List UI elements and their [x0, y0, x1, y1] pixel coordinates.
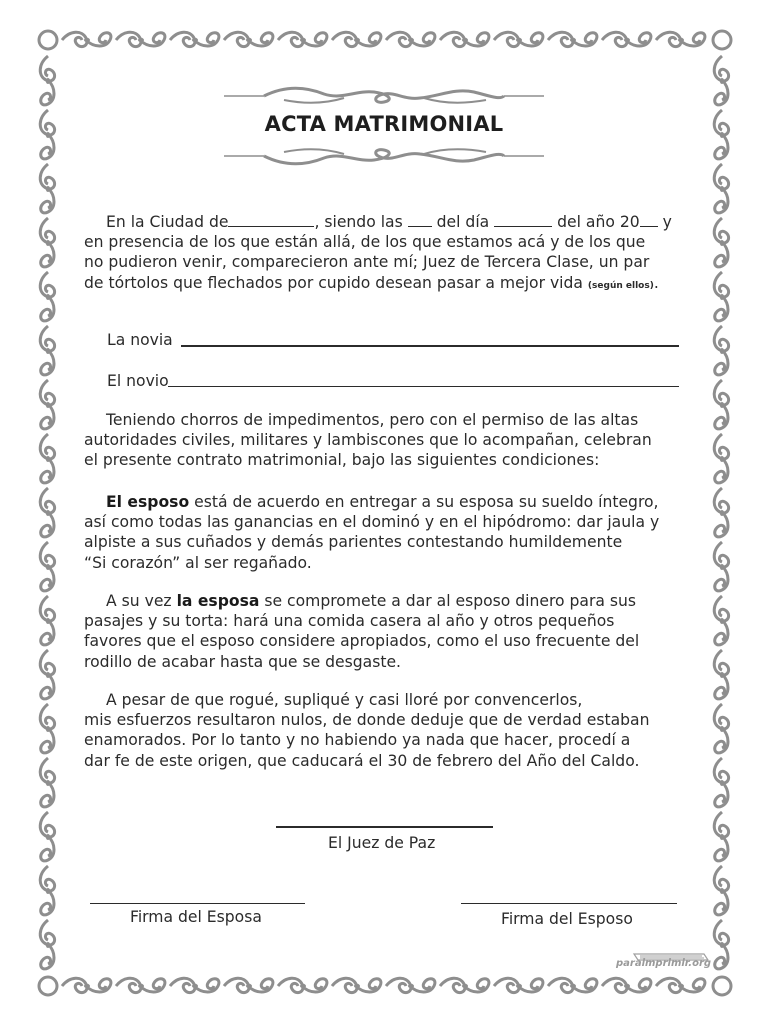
- border-scroll-top: [602, 32, 651, 46]
- border-scroll-left: [40, 920, 54, 969]
- final-line-3: enamorados. Por lo tanto y no habiendo ya nada que hacer, procedí a: [84, 731, 631, 750]
- novia-label: La novia: [107, 331, 173, 349]
- intro-line-2: en presencia de los que están allá, de los que estamos acá y de los que: [84, 233, 646, 252]
- esposo-line-3: alpiste a sus cuñados y demás parientes contestando humildemente: [84, 533, 623, 552]
- novio-label: El novio: [107, 372, 169, 390]
- border-scroll-right: [714, 164, 728, 213]
- border-scroll-top: [548, 32, 597, 46]
- right-signature-label: Firma del Esposo: [501, 910, 633, 928]
- border-scroll-right: [714, 218, 728, 267]
- border-scroll-left: [40, 434, 54, 483]
- border-scroll-left: [40, 272, 54, 321]
- day-blank: [494, 213, 552, 227]
- esposa-prefix: A su vez: [106, 592, 177, 610]
- right-signature-line: [461, 903, 677, 904]
- border-scroll-right: [714, 596, 728, 645]
- border-scroll-bottom: [170, 978, 219, 992]
- esposa-line-3: favores que el esposo considere apropiados, como el uso frecuente del: [84, 632, 640, 651]
- border-scroll-right: [714, 758, 728, 807]
- watermark-text: paraimprimir.org: [616, 958, 712, 969]
- esposa-bold: la esposa: [176, 592, 260, 610]
- intro-text-1: En la Ciudad de: [106, 213, 229, 231]
- esposo-line-2: así como todas las ganancias en el dominó y en el hipódromo: dar jaula y: [84, 513, 660, 532]
- border-scroll-right: [714, 434, 728, 483]
- border-scroll-top: [656, 32, 705, 46]
- left-signature-label: Firma del Esposa: [130, 908, 262, 926]
- border-scroll-left: [40, 866, 54, 915]
- border-scroll-right: [714, 542, 728, 591]
- border-scroll-left: [40, 704, 54, 753]
- border-scroll-left: [40, 650, 54, 699]
- esposa-paragraph: [84, 591, 684, 672]
- esposa-line-2: pasajes y su torta: hará una comida casera al año y otros pequeños: [84, 612, 615, 631]
- border-scroll-bottom: [224, 978, 273, 992]
- border-scroll-bottom: [494, 978, 543, 992]
- border-scroll-right: [714, 380, 728, 429]
- final-line-1: A pesar de que rogué, supliqué y casi lloré por convencerlos,: [106, 691, 583, 709]
- border-scroll-bottom: [332, 978, 381, 992]
- border-scroll-left: [40, 812, 54, 861]
- border-scroll-left: [40, 164, 54, 213]
- border-scroll-bottom: [440, 978, 489, 992]
- border-scroll-bottom: [116, 978, 165, 992]
- left-signature-line: [90, 903, 305, 904]
- border-scroll-right: [714, 326, 728, 375]
- border-scroll-bottom: [656, 978, 705, 992]
- intro-text-2: , siendo las: [314, 213, 403, 231]
- border-scroll-top: [332, 32, 381, 46]
- conditions-line-2: autoridades civiles, militares y lambiscones que lo acompañan, celebran: [84, 431, 652, 450]
- conditions-line-3: el presente contrato matrimonial, bajo las siguientes condiciones:: [84, 451, 600, 470]
- final-line-2: mis esfuerzos resultaron nulos, de donde deduje que de verdad estaban: [84, 711, 650, 730]
- border-scroll-right: [714, 650, 728, 699]
- intro-line-4: de tórtolos que flechados por cupido desean pasar a mejor vida: [84, 273, 588, 292]
- border-scroll-right: [714, 812, 728, 861]
- border-scroll-left: [40, 542, 54, 591]
- border-scroll-left: [40, 218, 54, 267]
- border-scroll-right: [714, 56, 728, 105]
- conditions-paragraph: [84, 410, 684, 471]
- document-title: ACTA MATRIMONIAL: [264, 112, 504, 136]
- border-scroll-bottom: [602, 978, 651, 992]
- esposo-paragraph: [84, 492, 684, 573]
- judge-label: El Juez de Paz: [328, 834, 436, 852]
- intro-paragraph: [84, 212, 684, 296]
- border-scroll-left: [40, 56, 54, 105]
- border-scroll-top: [116, 32, 165, 46]
- intro-text-4: del año 20: [552, 213, 640, 231]
- border-scroll-right: [714, 866, 728, 915]
- intro-line-3: no pudieron venir, comparecieron ante mí; Juez de Tercera Clase, un par: [84, 253, 650, 272]
- border-scroll-right: [714, 488, 728, 537]
- intro-text-3: del día: [431, 213, 495, 231]
- title-ornament-bottom: [224, 146, 544, 166]
- border-scroll-top: [278, 32, 327, 46]
- title-ornament-top: [224, 86, 544, 106]
- border-scroll-bottom: [62, 978, 111, 992]
- border-scroll-top: [62, 32, 111, 46]
- border-scroll-left: [40, 758, 54, 807]
- border-scroll-left: [40, 488, 54, 537]
- border-scroll-left: [40, 596, 54, 645]
- border-scroll-bottom: [386, 978, 435, 992]
- final-line-4: dar fe de este origen, que caducará el 30 de febrero del Año del Caldo.: [84, 751, 640, 770]
- intro-end: .: [653, 273, 659, 292]
- novio-line: [168, 386, 679, 387]
- border-scroll-top: [224, 32, 273, 46]
- border-scroll-top: [440, 32, 489, 46]
- esposa-line-1: se compromete a dar al esposo dinero para sus: [259, 592, 637, 610]
- border-scroll-top: [170, 32, 219, 46]
- esposo-line-1: está de acuerdo en entregar a su esposa su sueldo íntegro,: [189, 493, 659, 511]
- border-scroll-right: [714, 704, 728, 753]
- conditions-line-1: Teniendo chorros de impedimentos, pero con el permiso de las altas: [106, 411, 639, 429]
- judge-signature-line: [276, 826, 493, 828]
- year-blank: [640, 213, 658, 227]
- city-blank: [228, 213, 314, 227]
- esposo-line-4: “Si corazón” al ser regañado.: [84, 553, 312, 572]
- hour-blank: [408, 213, 432, 227]
- border-scroll-bottom: [548, 978, 597, 992]
- intro-note: (según ellos): [587, 280, 654, 291]
- final-paragraph: [84, 690, 684, 771]
- border-scroll-bottom: [278, 978, 327, 992]
- esposa-line-4: rodillo de acabar hasta que se desgaste.: [84, 652, 402, 671]
- border-scroll-right: [714, 272, 728, 321]
- border-scroll-left: [40, 380, 54, 429]
- novia-line: [181, 345, 679, 347]
- border-scroll-right: [714, 920, 728, 969]
- border-scroll-left: [40, 326, 54, 375]
- border-scroll-top: [386, 32, 435, 46]
- esposo-bold: El esposo: [106, 493, 190, 511]
- border-scroll-top: [494, 32, 543, 46]
- intro-text-5: y: [657, 213, 672, 231]
